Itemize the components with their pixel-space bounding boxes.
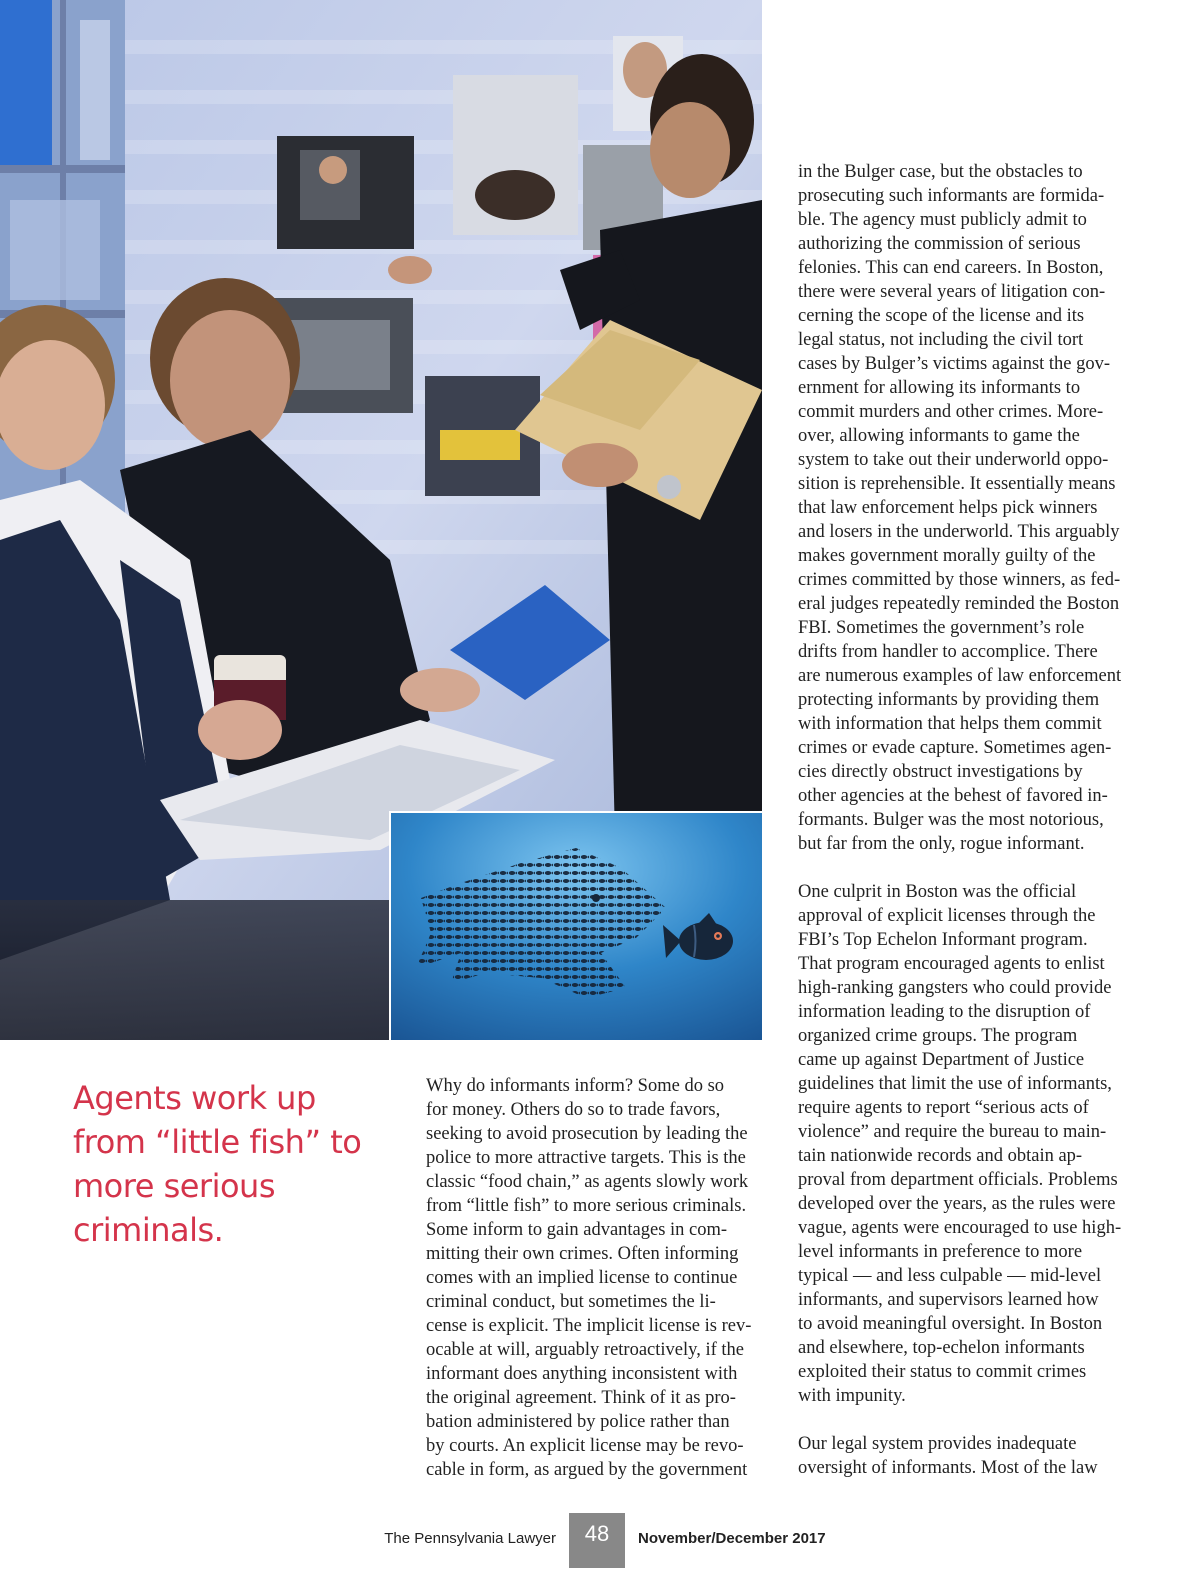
text-line: there were several years of litigation con- <box>798 282 1106 302</box>
text-line: approval of explicit licenses through the <box>798 906 1096 926</box>
text-line: with information that helps them commit <box>798 714 1102 734</box>
text-line: Our legal system provides inadequate <box>798 1434 1077 1454</box>
text-line: commit murders and other crimes. More- <box>798 402 1104 422</box>
text-line: protecting informants by providing them <box>798 690 1100 710</box>
text-line: makes government morally guilty of the <box>798 546 1096 566</box>
text-line: drifts from handler to accomplice. There <box>798 642 1098 662</box>
text-line: to avoid meaningful oversight. In Boston <box>798 1314 1103 1334</box>
text-line: cies directly obstruct investigations by <box>798 762 1083 782</box>
text-line: oversight of informants. Most of the law <box>798 1458 1098 1478</box>
text-line: are numerous examples of law enforcement <box>798 666 1122 686</box>
page-footer <box>0 1513 1200 1568</box>
issue-date: November/December 2017 <box>638 1530 826 1547</box>
article-column-middle <box>426 1074 766 1482</box>
text-line: crimes or evade capture. Sometimes agen- <box>798 738 1112 758</box>
text-line: That program encouraged agents to enlist <box>798 954 1105 974</box>
text-line: FBI’s Top Echelon Informant program. <box>798 930 1088 950</box>
text-line: ble. The agency must publicly admit to <box>798 210 1087 230</box>
text-line: the original agreement. Think of it as pro- <box>426 1388 736 1408</box>
text-line: typical — and less culpable — mid-level <box>798 1266 1102 1286</box>
text-line: sition is reprehensible. It essentially means <box>798 474 1116 494</box>
paragraph-gap <box>798 1408 1143 1432</box>
text-line: police to more attractive targets. This is the <box>426 1148 746 1168</box>
fish-illustration <box>389 811 762 1040</box>
text-line: violence” and require the bureau to main- <box>798 1122 1107 1142</box>
text-line: informant does anything inconsistent with <box>426 1364 738 1384</box>
pull-quote: Agents work up from “little fish” to more serious criminals. <box>73 1079 362 1249</box>
text-line: mitting their own crimes. Often informing <box>426 1244 739 1264</box>
text-line: informants, and supervisors learned how <box>798 1290 1099 1310</box>
text-line: other agencies at the behest of favored in- <box>798 786 1108 806</box>
text-line: and losers in the underworld. This arguably <box>798 522 1120 542</box>
text-line: bation administered by police rather than <box>426 1412 730 1432</box>
text-line: system to take out their underworld oppo- <box>798 450 1109 470</box>
text-line: classic “food chain,” as agents slowly work <box>426 1172 749 1192</box>
text-line: high-ranking gangsters who could provide <box>798 978 1112 998</box>
text-line: Why do informants inform? Some do so <box>426 1076 725 1096</box>
text-line: legal status, not including the civil tort <box>798 330 1084 350</box>
text-line: guidelines that limit the use of informants, <box>798 1074 1112 1094</box>
text-line: comes with an implied license to continue <box>426 1268 738 1288</box>
text-line: felonies. This can end careers. In Boston, <box>798 258 1104 278</box>
text-line: ocable at will, arguably retroactively, if the <box>426 1340 744 1360</box>
text-line: authorizing the commission of serious <box>798 234 1081 254</box>
text-line: cases by Bulger’s victims against the gov- <box>798 354 1111 374</box>
text-line: criminal conduct, but sometimes the li- <box>426 1292 716 1312</box>
article-column-right-bottom <box>798 880 1143 1480</box>
text-line: tain nationwide records and obtain ap- <box>798 1146 1083 1166</box>
page-number: 48 <box>584 1521 610 1546</box>
text-line: Some inform to gain advantages in com- <box>426 1220 728 1240</box>
text-line: seeking to avoid prosecution by leading the <box>426 1124 748 1144</box>
text-line: cable in form, as argued by the government <box>426 1460 748 1480</box>
text-line: organized crime groups. The program <box>798 1026 1078 1046</box>
text-line: over, allowing informants to game the <box>798 426 1080 446</box>
text-line: in the Bulger case, but the obstacles to <box>798 162 1083 182</box>
text-line: FBI. Sometimes the government’s role <box>798 618 1085 638</box>
text-line: formants. Bulger was the most notorious, <box>798 810 1104 830</box>
text-line: level informants in preference to more <box>798 1242 1083 1262</box>
text-line: but far from the only, rogue informant. <box>798 834 1085 854</box>
text-line: vague, agents were encouraged to use high- <box>798 1218 1122 1238</box>
text-line: proval from department officials. Problems <box>798 1170 1118 1190</box>
text-line: for money. Others do so to trade favors, <box>426 1100 721 1120</box>
text-line: require agents to report “serious acts of <box>798 1098 1089 1118</box>
text-line: exploited their status to commit crimes <box>798 1362 1087 1382</box>
text-line: with impunity. <box>798 1386 906 1406</box>
article-column-right-top <box>798 160 1143 856</box>
text-line: came up against Department of Justice <box>798 1050 1085 1070</box>
text-line: and elsewhere, top-echelon informants <box>798 1338 1085 1358</box>
text-line: crimes committed by those winners, as fed- <box>798 570 1121 590</box>
text-line: that law enforcement helps pick winners <box>798 498 1098 518</box>
page-number-box <box>569 1513 625 1568</box>
text-line: cerning the scope of the license and its <box>798 306 1085 326</box>
text-line: cense is explicit. The implicit license is rev- <box>426 1316 752 1336</box>
text-line: by courts. An explicit license may be revo- <box>426 1436 744 1456</box>
text-line: One culprit in Boston was the official <box>798 882 1077 902</box>
text-line: information leading to the disruption of <box>798 1002 1091 1022</box>
text-line: from “little fish” to more serious criminals. <box>426 1196 747 1216</box>
text-line: eral judges repeatedly reminded the Boston <box>798 594 1120 614</box>
text-line: prosecuting such informants are formida- <box>798 186 1105 206</box>
publication-name: The Pennsylvania Lawyer <box>384 1530 556 1547</box>
text-line: ernment for allowing its informants to <box>798 378 1081 398</box>
text-line: developed over the years, as the rules were <box>798 1194 1116 1214</box>
